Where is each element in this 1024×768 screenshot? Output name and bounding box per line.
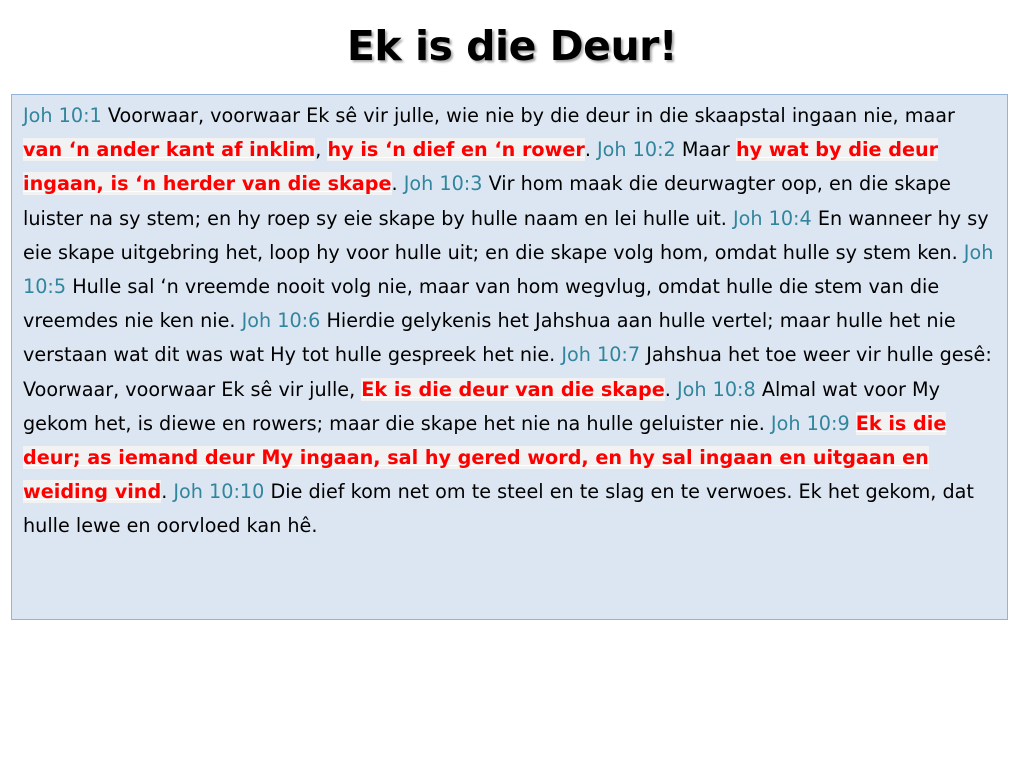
verse-text: .: [664, 377, 677, 401]
verse-ref-joh-10-8: Joh 10:8: [676, 377, 756, 401]
highlighted-phrase: Ek is die deur; as iemand deur My ingaan, sal hy gered word, en hy sal ingaan en uitgaan en weiding vind: [23, 411, 947, 504]
highlighted-phrase: hy wat by die deur ingaan, is ‘n herder van die skape: [23, 138, 939, 196]
highlighted-phrase: hy is ‘n dief en ‘n rower: [327, 138, 585, 162]
verse-ref-joh-10-10: Joh 10:10: [173, 480, 265, 504]
verse-text: Vir hom maak die deurwagter oop, en die skape luister na sy stem; en hy roep sy eie skape by hulle naam en lei hulle uit.: [23, 172, 951, 230]
verse-ref-joh-10-3: Joh 10:3: [403, 172, 483, 196]
verse-ref-joh-10-2: Joh 10:2: [597, 138, 676, 162]
verse-text: Hierdie gelykenis het Jahshua aan hulle vertel; maar hulle het nie verstaan wat dit was wat Hy tot hulle gespreek het nie.: [23, 309, 956, 367]
verse-ref-joh-10-6: Joh 10:6: [241, 309, 321, 333]
verse-text: .: [391, 172, 404, 196]
highlighted-phrase: Ek is die deur van die skape: [361, 377, 665, 401]
verse-text: Hulle sal ‘n vreemde nooit volg nie, maar van hom wegvlug, omdat hulle die stem van die vreemdes nie ken nie.: [23, 275, 940, 333]
verse-text: Maar: [675, 138, 736, 162]
verse-text: Voorwaar, voorwaar Ek sê vir julle, wie nie by die deur in die skaapstal ingaan nie, maar: [101, 104, 955, 127]
verse-text: Almal wat voor My gekom het, is diewe en rowers; maar die skape het nie na hulle geluister nie.: [23, 377, 940, 435]
highlighted-phrase: van ‘n ander kant af inklim: [23, 138, 316, 162]
verse-ref-joh-10-5: Joh 10:5: [23, 240, 994, 299]
verse-ref-joh-10-4: Joh 10:4: [732, 206, 812, 230]
verse-text: Jahshua het toe weer vir hulle gesê: Voorwaar, voorwaar Ek sê vir julle,: [23, 343, 992, 401]
scripture-text-box: [11, 94, 1008, 620]
verse-text: .: [161, 480, 174, 504]
verse-text: Die dief kom net om te steel en te slag en te verwoes. Ek het gekom, dat hulle lewe en oorvloed kan hê.: [23, 480, 974, 538]
verse-text: ,: [315, 138, 328, 162]
verse-ref-joh-10-1: Joh 10:1: [23, 104, 102, 127]
verse-ref-joh-10-9: Joh 10:9: [770, 411, 850, 435]
verse-text: [850, 412, 856, 435]
verse-text: .: [584, 138, 598, 162]
slide-title: Ek is die Deur!: [346, 22, 678, 70]
verse-ref-joh-10-7: Joh 10:7: [561, 343, 641, 367]
verse-text: En wanneer hy sy eie skape uitgebring het, loop hy voor hulle uit; en die skape volg hom, omdat hulle sy stem ken.: [23, 206, 989, 264]
